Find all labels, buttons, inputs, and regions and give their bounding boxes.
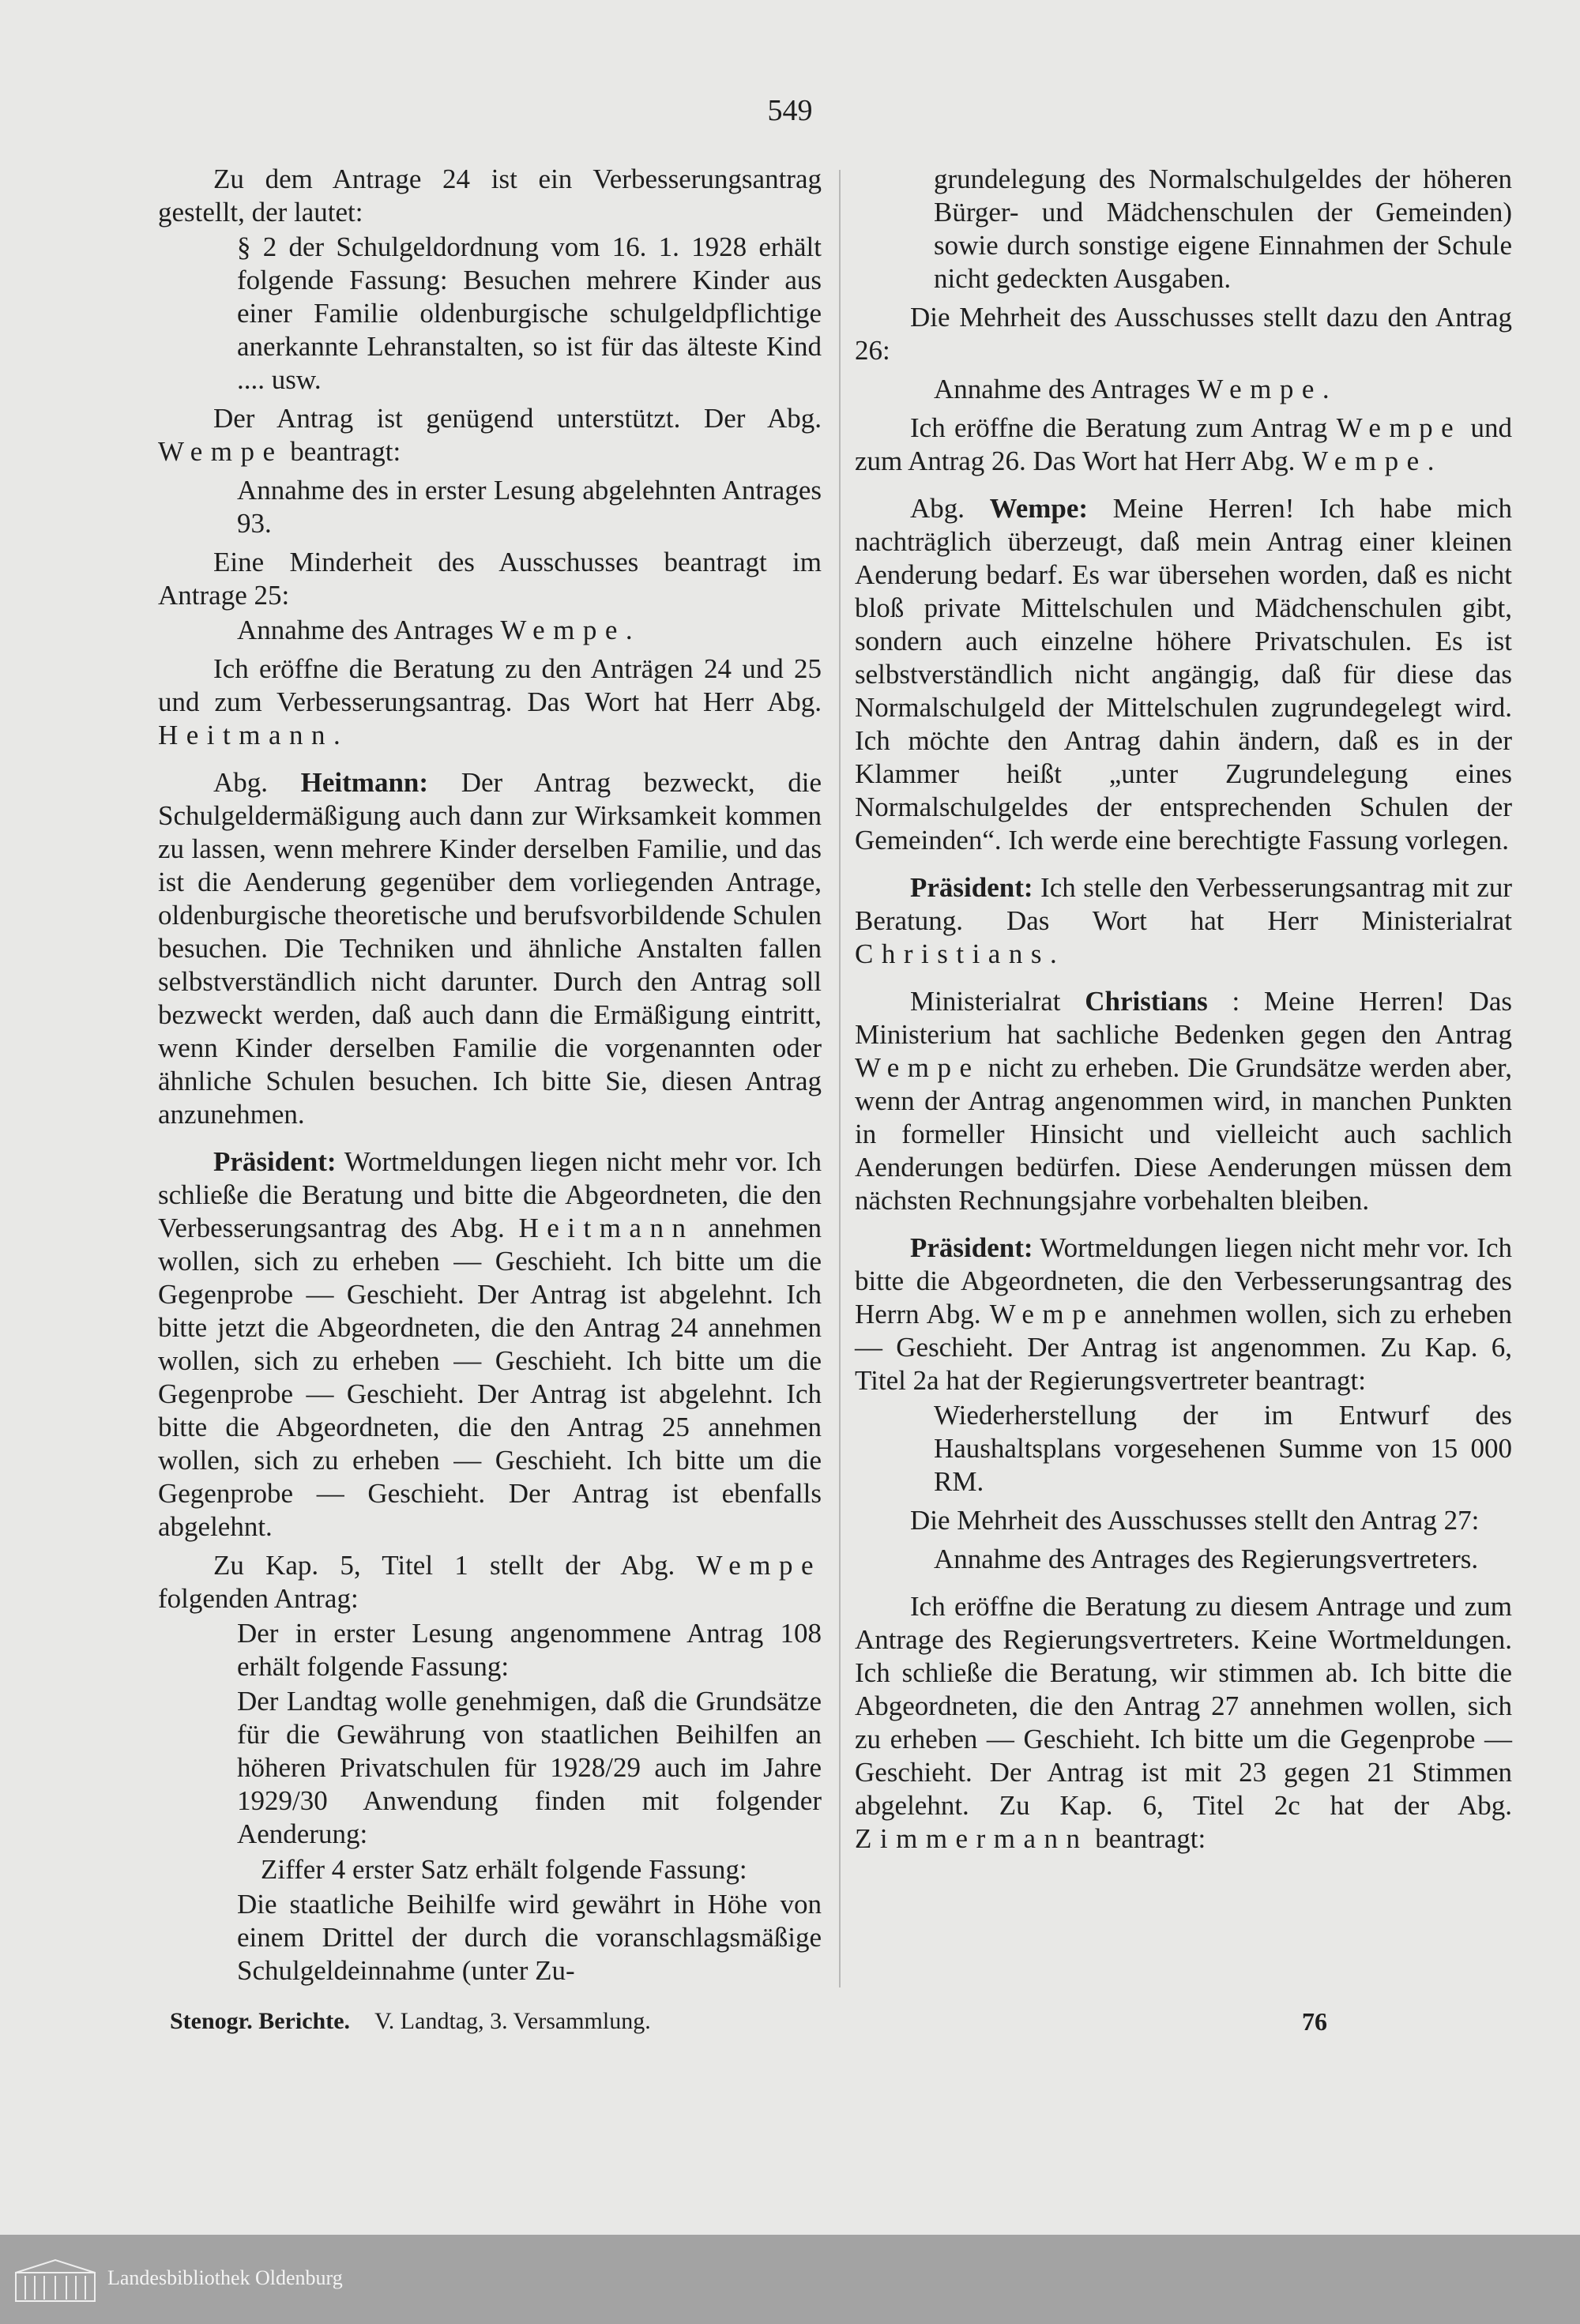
- paragraph: [158, 163, 822, 229]
- spaced-name: Wempe: [1302, 446, 1428, 476]
- paragraph: [855, 412, 1512, 478]
- left-column: [158, 163, 822, 1987]
- text-run: .: [1049, 938, 1057, 969]
- footer-imprint: [170, 2006, 651, 2036]
- motion-text: [261, 1853, 822, 1886]
- motion-text: [237, 231, 822, 397]
- text-run: Zu dem Antrage 24 ist ein Verbesserungsantrag gestellt, der lautet:: [158, 164, 822, 228]
- paragraph: [158, 546, 822, 612]
- text-run: Wiederherstellung der im Entwurf des Haushaltsplans vorgesehenen Summe von 15 000 RM.: [934, 1400, 1512, 1497]
- speech-paragraph: [158, 766, 822, 1131]
- text-run: Ich stelle den Verbesserungsantrag mit zur Beratung. Das Wort hat Herr Ministerialrat: [855, 872, 1512, 936]
- text-run: .: [1322, 374, 1330, 404]
- motion-text: [237, 1888, 822, 1987]
- text-run: folgenden Antrag:: [158, 1583, 359, 1614]
- text-run: annehmen wollen, sich zu erheben — Geschieht. Der Antrag ist angenommen. Zu Kap. 6, Titel 2a hat der Regierungsvertreter beantragt:: [855, 1299, 1512, 1396]
- speech-paragraph: [855, 1590, 1512, 1856]
- motion-text: [237, 614, 822, 647]
- spaced-name: Heitmann: [518, 1213, 694, 1243]
- speaker-name: Präsident:: [910, 872, 1033, 903]
- library-building-icon: [14, 2257, 96, 2303]
- spaced-name: Zimmermann: [855, 1823, 1089, 1854]
- text-run: Der Antrag bezweckt, die Schulgeldermäßigung auch dann zur Wirksamkeit kommen zu lassen, wenn mehrere Kinder derselben Familie, und das ist die Aenderung gegenüber dem vorliegenden Antrage, oldenburgische theoretische und berufsvorbildende Schulen besuchen. Die Techniken und ähnliche Anstalten fallen selbstverständlich nicht darunter. Durch den Antrag soll bezweckt werden, daß auch dann die Ermäßigung eintritt, wenn Kinder derselben Familie die vorgenannten oder ähnliche Schulen besuchen. Ich bitte Sie, diesen Antrag anzunehmen.: [158, 767, 822, 1130]
- text-run: Meine Herren! Ich habe mich nachträglich überzeugt, daß mein Antrag einer kleinen Aenderung bedarf. Es war übersehen worden, daß es nicht bloß private Mittelschulen und Mädchenschulen gibt, sondern auch einzelne höhere Privatschulen. Es ist selbstverständlich nicht angängig, daß für diese das Normalschulgeld der Mittelschulen zugrundegelegt wird. Ich möchte den Antrag dahin ändern, daß es in der Klammer heißt „unter Zugrundelegung eines Normalschulgeldes der entsprechenden Schulen der Gemeinden“. Ich werde eine berechtigte Fassung vorlegen.: [855, 493, 1512, 856]
- spaced-name: Wempe: [855, 1052, 980, 1083]
- paragraph: [855, 301, 1512, 367]
- text-run: .: [625, 615, 633, 645]
- text-run: .: [333, 720, 340, 750]
- text-run: Eine Minderheit des Ausschusses beantragt im Antrage 25:: [158, 547, 822, 611]
- footer-session: V. Landtag, 3. Versammlung.: [374, 2008, 651, 2034]
- text-run: Der in erster Lesung angenommene Antrag 108 erhält folgende Fassung:: [237, 1618, 822, 1682]
- motion-text: [934, 163, 1512, 295]
- text-run: Annahme des Antrages: [934, 374, 1198, 404]
- text-run: .: [1427, 446, 1435, 476]
- spaced-name: Wempe: [1336, 412, 1462, 443]
- paragraph: [158, 1549, 822, 1615]
- speaker-name: Christians: [1085, 986, 1208, 1017]
- text-run: Abg.: [213, 767, 301, 798]
- page-number: 549: [767, 94, 813, 127]
- text-run: Ich eröffne die Beratung zu den Anträgen 24 und 25 und zum Verbesserungsantrag. Das Wort hat Herr Abg.: [158, 653, 822, 717]
- spaced-name: Wempe: [1197, 374, 1322, 404]
- spaced-name: Wempe: [989, 1299, 1115, 1329]
- text-run: Ich eröffne die Beratung zum Antrag: [910, 412, 1337, 443]
- speech-paragraph: [855, 985, 1512, 1217]
- motion-text: [934, 373, 1512, 406]
- text-run: Zu Kap. 5, Titel 1 stellt der Abg.: [213, 1550, 697, 1581]
- text-run: Die Mehrheit des Ausschusses stellt dazu den Antrag 26:: [855, 302, 1512, 366]
- speech-paragraph: [158, 1145, 822, 1544]
- speech-paragraph: [855, 871, 1512, 971]
- paragraph: [158, 652, 822, 752]
- text-run: : Meine Herren! Das Ministerium hat sachliche Bedenken gegen den Antrag: [855, 986, 1512, 1050]
- text-run: Ich eröffne die Beratung zu diesem Antrage und zum Antrage des Regierungsvertreters. Keine Wortmeldungen. Ich schließe die Beratung, wir stimmen ab. Ich bitte die Abgeordneten, die den Antrag 27 annehmen wollen, sich zu erheben — Geschieht. Ich bitte um die Gegenprobe — Geschieht. Der Antrag ist mit 23 gegen 21 Stimmen abgelehnt. Zu Kap. 6, Titel 2c hat der Abg.: [855, 1591, 1512, 1821]
- text-run: Wortmeldungen liegen nicht mehr vor. Ich schließe die Beratung und bitte die Abgeordneten, die den Verbesserungsantrag des Abg.: [158, 1146, 822, 1243]
- spaced-name: Heitmann: [158, 720, 334, 750]
- text-run: Annahme des in erster Lesung abgelehnten Antrages 93.: [237, 475, 822, 539]
- spaced-name: Wempe: [500, 615, 626, 645]
- speaker-name: Wempe:: [989, 493, 1089, 524]
- sheet-number: 76: [1302, 2007, 1327, 2036]
- library-name: Landesbibliothek Oldenburg: [107, 2266, 343, 2289]
- speaker-name: Heitmann:: [300, 767, 429, 798]
- speaker-name: Präsident:: [213, 1146, 337, 1177]
- motion-text: [237, 1685, 822, 1851]
- text-run: grundelegung des Normalschulgeldes der höheren Bürger- und Mädchenschulen der Gemeinden) sowie durch sonstige eigene Einnahmen der Schule nicht gedeckten Ausgaben.: [934, 164, 1512, 294]
- speaker-name: Präsident:: [910, 1232, 1033, 1263]
- speech-paragraph: [855, 492, 1512, 857]
- spaced-name: Wempe: [696, 1550, 822, 1581]
- motion-text: [237, 474, 822, 540]
- spaced-name: Wempe: [158, 436, 284, 467]
- text-run: Annahme des Antrages: [237, 615, 501, 645]
- column-divider: [839, 170, 841, 1987]
- text-run: Die staatliche Beihilfe wird gewährt in Höhe von einem Drittel der durch die voranschlagsmäßige Schulgeldeinnahme (unter Zu-: [237, 1889, 822, 1986]
- library-bar: [0, 2235, 1580, 2324]
- text-run: Ministerialrat: [910, 986, 1085, 1017]
- motion-text: [934, 1543, 1512, 1576]
- text-run: Die Mehrheit des Ausschusses stellt den Antrag 27:: [910, 1505, 1480, 1536]
- spaced-name: Christians: [855, 938, 1050, 969]
- text-run: beantragt:: [1088, 1823, 1206, 1854]
- footer-series: Stenogr. Berichte.: [170, 2008, 351, 2034]
- paragraph: [158, 402, 822, 468]
- paragraph: [855, 1504, 1512, 1537]
- text-run: nicht zu erheben. Die Grundsätze werden aber, wenn der Antrag angenommen wird, in manchen Punkten in formeller Hinsicht und vielleicht auch sachlich Aenderungen bedürfen. Diese Aenderungen müssen dem nächsten Rechnungsjahre vorbehalten bleiben.: [855, 1052, 1512, 1216]
- motion-text: [237, 1617, 822, 1683]
- text-run: Abg.: [910, 493, 990, 524]
- text-run: Ziffer 4 erster Satz erhält folgende Fassung:: [261, 1854, 747, 1885]
- right-column: [855, 163, 1512, 1856]
- speech-paragraph: [855, 1232, 1512, 1397]
- text-run: und zum Antrag 26. Das Wort hat Herr Abg.: [855, 412, 1512, 476]
- motion-text: [934, 1399, 1512, 1499]
- text-run: Der Landtag wolle genehmigen, daß die Grundsätze für die Gewährung von staatlichen Beihilfen an höheren Privatschulen für 1928/29 auch im Jahre 1929/30 Anwendung finden mit folgender Aenderung:: [237, 1686, 822, 1849]
- text-run: Der Antrag ist genügend unterstützt. Der Abg.: [213, 403, 822, 434]
- text-run: § 2 der Schulgeldordnung vom 16. 1. 1928 erhält folgende Fassung: Besuchen mehrere Kinder aus einer Familie oldenburgische schulgeldpflichtige anerkannte Lehranstalten, so ist für das älteste Kind .... usw.: [237, 231, 822, 395]
- text-run: annehmen wollen, sich zu erheben — Geschieht. Ich bitte um die Gegenprobe — Geschieht. Der Antrag ist abgelehnt. Ich bitte jetzt die Abgeordneten, die den Antrag 24 annehmen wollen, sich zu erheben — Geschieht. Ich bitte um die Gegenprobe — Geschieht. Der Antrag ist abgelehnt. Ich bitte die Abgeordneten, die den Antrag 25 annehmen wollen, sich zu erheben — Geschieht. Ich bitte um die Gegenprobe — Geschieht. Der Antrag ist ebenfalls abgelehnt.: [158, 1213, 822, 1542]
- text-run: beantragt:: [283, 436, 401, 467]
- text-run: Wortmeldungen liegen nicht mehr vor. Ich bitte die Abgeordneten, die den Verbesserungsantrag des Herrn Abg.: [855, 1232, 1512, 1329]
- text-run: Annahme des Antrages des Regierungsvertreters.: [934, 1544, 1479, 1574]
